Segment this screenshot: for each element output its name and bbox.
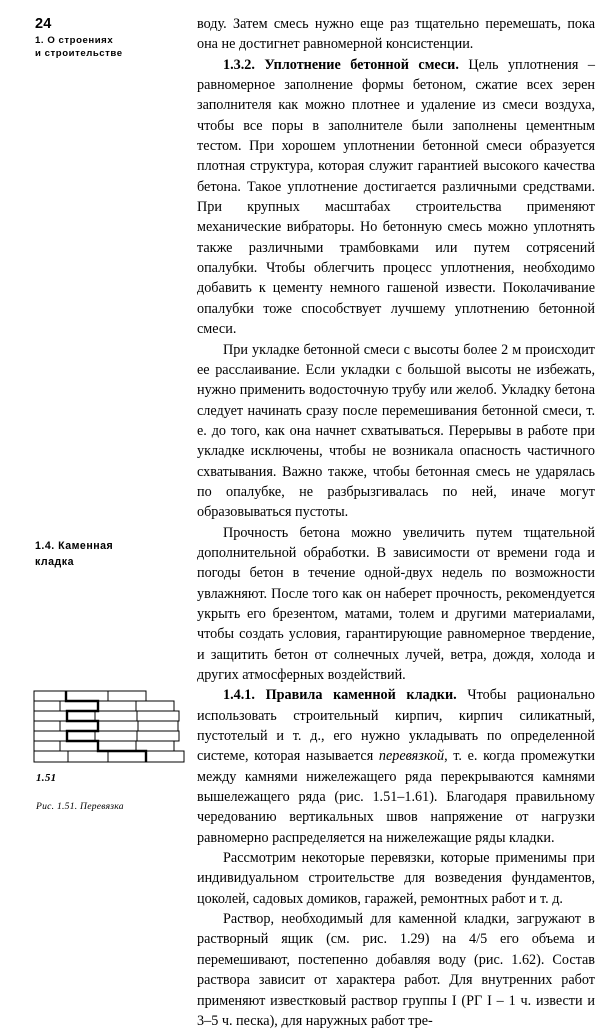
brick-bond-diagram <box>33 690 185 766</box>
run-in-heading: 1.3.2. Уплотнение бетонной смеси. <box>223 56 459 73</box>
run-in-heading: 1.4.1. Правила каменной кладки. <box>223 687 457 704</box>
running-head-line-1: 1. О строениях <box>35 35 114 46</box>
paragraph-p-1-4-1: 1.4.1. Правила каменной кладки. Чтобы рационально использовать строительный кирпич, кирпич силикатный, пустотелый и т. д., его нужно укладывать по определенной системе, которая называется перевязкой, т. е. когда промежутки между камнями нижележащего ряда перекрываются камнями вышележащего ряда (рис. 1.51–1.61). Благодаря правильному чередованию вертикальных швов напряжение от нагрузки равномерно распределяется на нижележащие ряды кладки. <box>197 687 596 846</box>
running-head-line-2: и строительстве <box>35 48 123 60</box>
section-heading <box>35 539 185 570</box>
figure-number-label: 1.51 <box>36 772 57 784</box>
figure-caption: Рис. 1.51. Перевязка <box>36 801 124 812</box>
paragraph-p-prochnost: Прочность бетона можно увеличить путем тщательной дополнительной обработки. В зависимости от времени года и погоды бетон в течение одной-двух недель по возможности увлажняют. После того как он наберет прочность, рекомендуется укрыть его брезентом, матами, толем и другими материалами, чтобы создать условия, гарантирующие равномерное твердение, и защитить бетон от солнечных лучей, ветра, дождя, холода и других атмосферных воздействий. <box>197 524 595 683</box>
section-heading-line-2: кладка <box>35 555 74 568</box>
paragraph-p-continuation: воду. Затем смесь нужно еще раз тщательно перемешать, пока она не достигнет равномерной консистенции. <box>197 16 595 53</box>
paragraph-p-rassmotrim: Рассмотрим некоторые перевязки, которые применимы при индивидуальном строительстве для возведения фундаментов, цоколей, садовых домиков, гаражей, ремонтных работ и т. д. <box>197 850 595 907</box>
paragraph-p-ukladka: При укладке бетонной смеси с высоты более 2 м происходит ее расслаивание. Если укладки с большой высоты не избежать, нужно применить водосточную трубу или желоб. Укладку бетона следует начинать сразу после перемешивания бетонной смеси, т. е. до того, как она начнет схватываться. Перерывы в работе при укладке исключены, чтобы не возникала опасность частичного схватывания. Важно также, чтобы бетонная смесь не ударялась по опалубке, не разбрызгивалась по ней, иначе могут образовываться пустоты. <box>197 341 595 521</box>
page-number: 24 <box>35 16 52 32</box>
body-text-column <box>197 14 595 1031</box>
section-heading-line-1: 1.4. Каменная <box>35 540 114 552</box>
figure-1-51 <box>33 690 185 812</box>
emphasised-term: перевязкой <box>378 748 445 765</box>
paragraph-p-rastvor: Раствор, необходимый для каменной кладки, загружают в растворный ящик (см. рис. 1.29) на 4/5 его объема и перемешивают, постепенно добавляя воду (рис. 1.62). Состав раствора зависит от характера работ. Для внутренних работ применяют известковый раствор группы I (РГ I – 1 ч. извести и 3–5 ч. песка), для наружных работ тре- <box>197 911 595 1029</box>
paragraph-p-1-3-2: 1.3.2. Уплотнение бетонной смеси. Цель уплотнения – равномерное заполнение формы бетоном, сжатие всех зерен заполнителя как можно плотнее и удаление из смеси воздуха, чтобы все поры в заполнителе были заполнены цементным тестом. При хорошем уплотнении бетонной смеси образуется плотная структура, которая служит гарантией высокого качества бетона. Такое уплотнение достигается различными средствами. При крупных масштабах строительства применяют механические вибраторы. Но бетонную смесь можно уплотнять также различными трамбовками или путем сотрясений опалубки. Чтобы облегчить процесс уплотнения, необходимо добавить к цементу немного гашеной извести. Поколачивание опалубки тоже способствует лучшему уплотнению бетонной смеси. <box>197 56 595 338</box>
margin-header-block <box>35 16 193 60</box>
running-head <box>35 34 193 60</box>
